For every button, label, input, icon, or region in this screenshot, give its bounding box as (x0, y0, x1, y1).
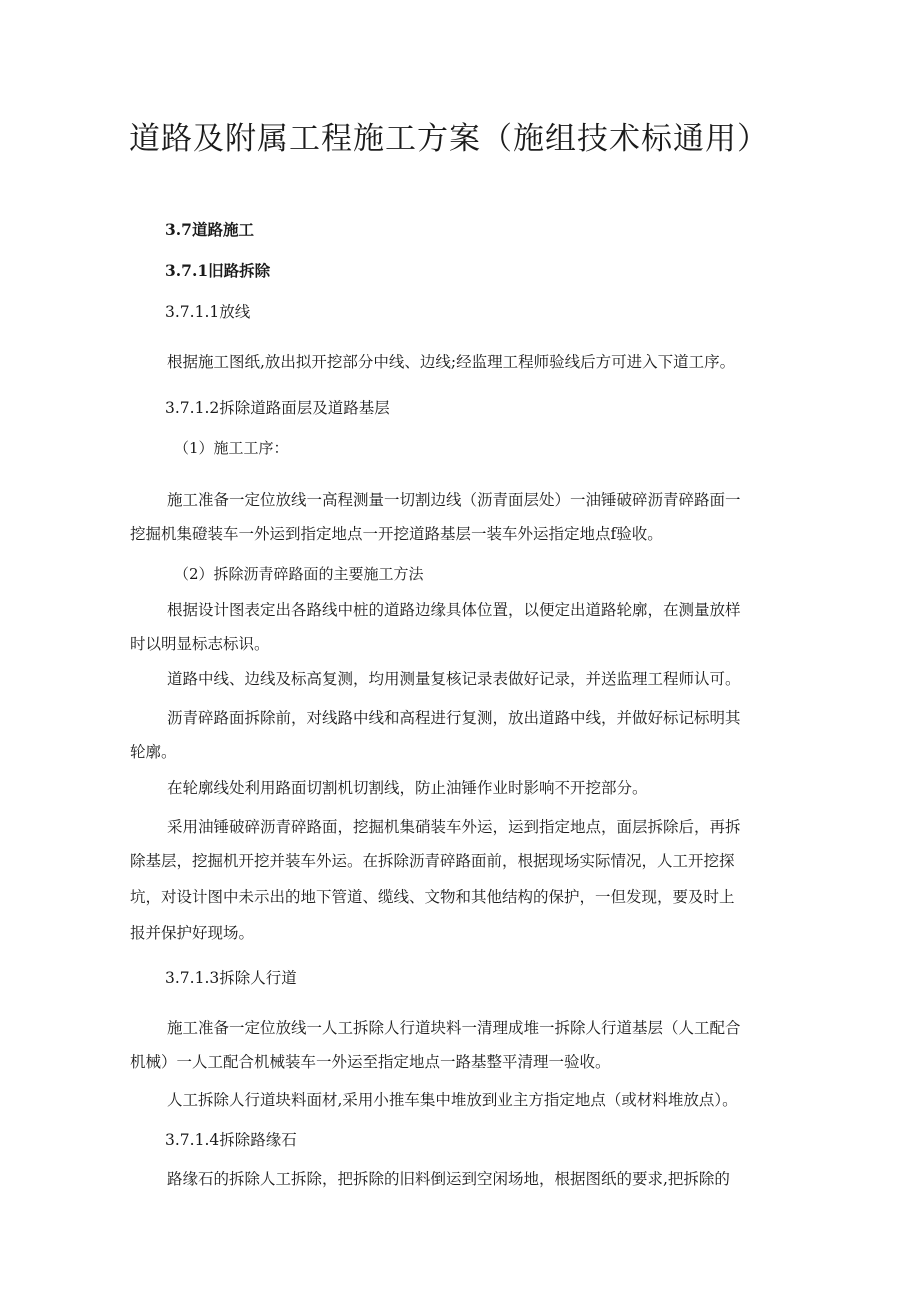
paragraph-method-3-line-1: 沥青碎路面拆除前，对线路中线和高程进行复测，放出道路中线，并做好标记标明其 (167, 709, 741, 727)
section-heading-3-7-1: 3.7.1旧路拆除 (165, 261, 271, 280)
section-heading-3-7-1-2: 3.7.1.2拆除道路面层及道路基层 (165, 399, 390, 417)
paragraph-method-5-line-4: 报并保护好现场。 (130, 924, 255, 942)
paragraph-setting-out: 根据施工图纸,放出拟开挖部分中线、边线;经监理工程师验线后方可进入下道工序。 (167, 353, 736, 371)
paragraph-sidewalk-line-1: 施工准备一定位放线一人工拆除人行道块料一清理成堆一拆除人行道基层（人工配合 (167, 1019, 741, 1037)
section-heading-3-7-1-1: 3.7.1.1放线 (165, 303, 251, 321)
paragraph-method-4: 在轮廓线处利用路面切割机切割线，防止油锤作业时影响不开挖部分。 (167, 779, 648, 797)
section-heading-3-7: 3.7道路施工 (165, 220, 254, 239)
paragraph-method-3-line-2: 轮廓。 (130, 743, 177, 761)
section-heading-3-7-1-4: 3.7.1.4拆除路缘石 (165, 1131, 297, 1149)
document-title: 道路及附属工程施工方案（施组技术标通用） (129, 121, 769, 157)
paragraph-method-5-line-2: 除基层，挖掘机开挖并装车外运。在拆除沥青碎路面前，根据现场实际情况，人工开挖探 (130, 852, 735, 870)
subheading-main-methods: （2）拆除沥青碎路面的主要施工方法 (174, 565, 424, 583)
paragraph-method-2: 道路中线、边线及标高复测，均用测量复核记录表做好记录，并送监理工程师认可。 (167, 670, 741, 688)
paragraph-method-5-line-3: 坑，对设计图中未示出的地下管道、缆线、文物和其他结构的保护，一但发现，要及时上 (130, 888, 735, 906)
paragraph-sequence-line-1: 施工准备一定位放线一高程测量一切割边线（沥青面层处）一油锤破碎沥青碎路面一 (167, 491, 741, 509)
paragraph-sidewalk-line-2: 机械）一人工配合机械装车一外运至指定地点一路基整平清理一验收。 (130, 1053, 611, 1071)
paragraph-sequence-line-2: 挖掘机集磴装车一外运到指定地点一开挖道路基层一装车外运指定地点f验收。 (130, 525, 663, 543)
paragraph-method-1-line-1: 根据设计图表定出各路线中桩的道路边缘具体位置，以便定出道路轮廓，在测量放样 (167, 601, 741, 619)
section-heading-3-7-1-3: 3.7.1.3拆除人行道 (165, 969, 297, 987)
subheading-construction-sequence: （1）施工工序： (174, 439, 289, 457)
paragraph-curb-removal: 路缘石的拆除人工拆除，把拆除的旧料倒运到空闲场地，根据图纸的要求,把拆除的 (167, 1170, 730, 1188)
paragraph-sidewalk-blocks: 人工拆除人行道块料面材,采用小推车集中堆放到业主方指定地点（或材料堆放点）。 (167, 1091, 738, 1109)
paragraph-method-1-line-2: 时以明显标志标识。 (130, 635, 270, 653)
paragraph-method-5-line-1: 采用油锤破碎沥青碎路面，挖掘机集硝装车外运，运到指定地点，面层拆除后，再拆 (167, 818, 741, 836)
